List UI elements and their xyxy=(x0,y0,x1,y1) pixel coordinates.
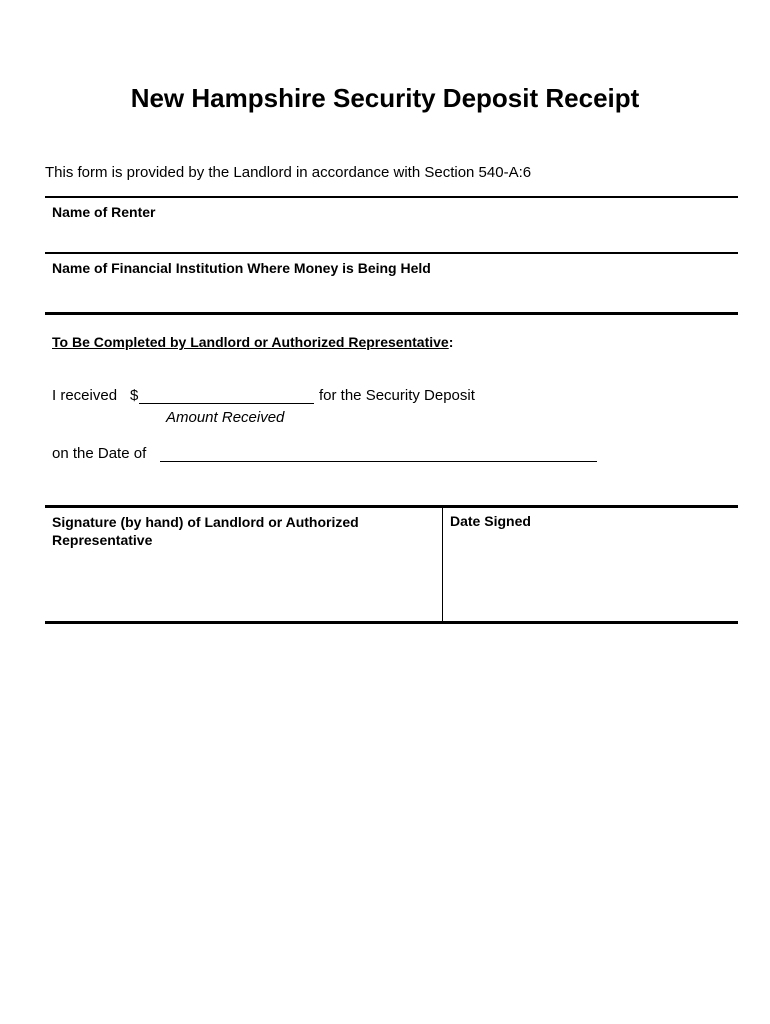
amount-received-blank xyxy=(139,403,314,404)
received-suffix: for the Security Deposit xyxy=(319,387,475,404)
divider-signature-top xyxy=(45,505,738,508)
divider-top xyxy=(45,196,738,198)
signature-label: Signature (by hand) of Landlord or Authorized Representative xyxy=(52,514,359,548)
section-heading-text: To Be Completed by Landlord or Authorized Representative xyxy=(52,334,449,350)
document-title: New Hampshire Security Deposit Receipt xyxy=(130,83,640,113)
date-of-blank xyxy=(160,461,597,462)
signature-column-divider xyxy=(442,507,443,623)
section-heading xyxy=(52,334,453,350)
renter-name-label: Name of Renter xyxy=(52,204,156,220)
institution-label: Name of Financial Institution Where Money is Being Held xyxy=(52,260,431,276)
intro-text: This form is provided by the Landlord in accordance with Section 540-A:6 xyxy=(45,164,532,181)
amount-received-caption: Amount Received xyxy=(166,409,285,426)
date-signed-label: Date Signed xyxy=(450,513,531,529)
divider-section xyxy=(45,312,738,315)
date-of-label: on the Date of xyxy=(52,445,147,462)
section-heading-colon: : xyxy=(448,334,454,350)
received-prefix: I received xyxy=(52,387,118,404)
currency-symbol: $ xyxy=(130,387,139,404)
divider-bottom xyxy=(45,621,738,624)
divider-renter xyxy=(45,252,738,254)
